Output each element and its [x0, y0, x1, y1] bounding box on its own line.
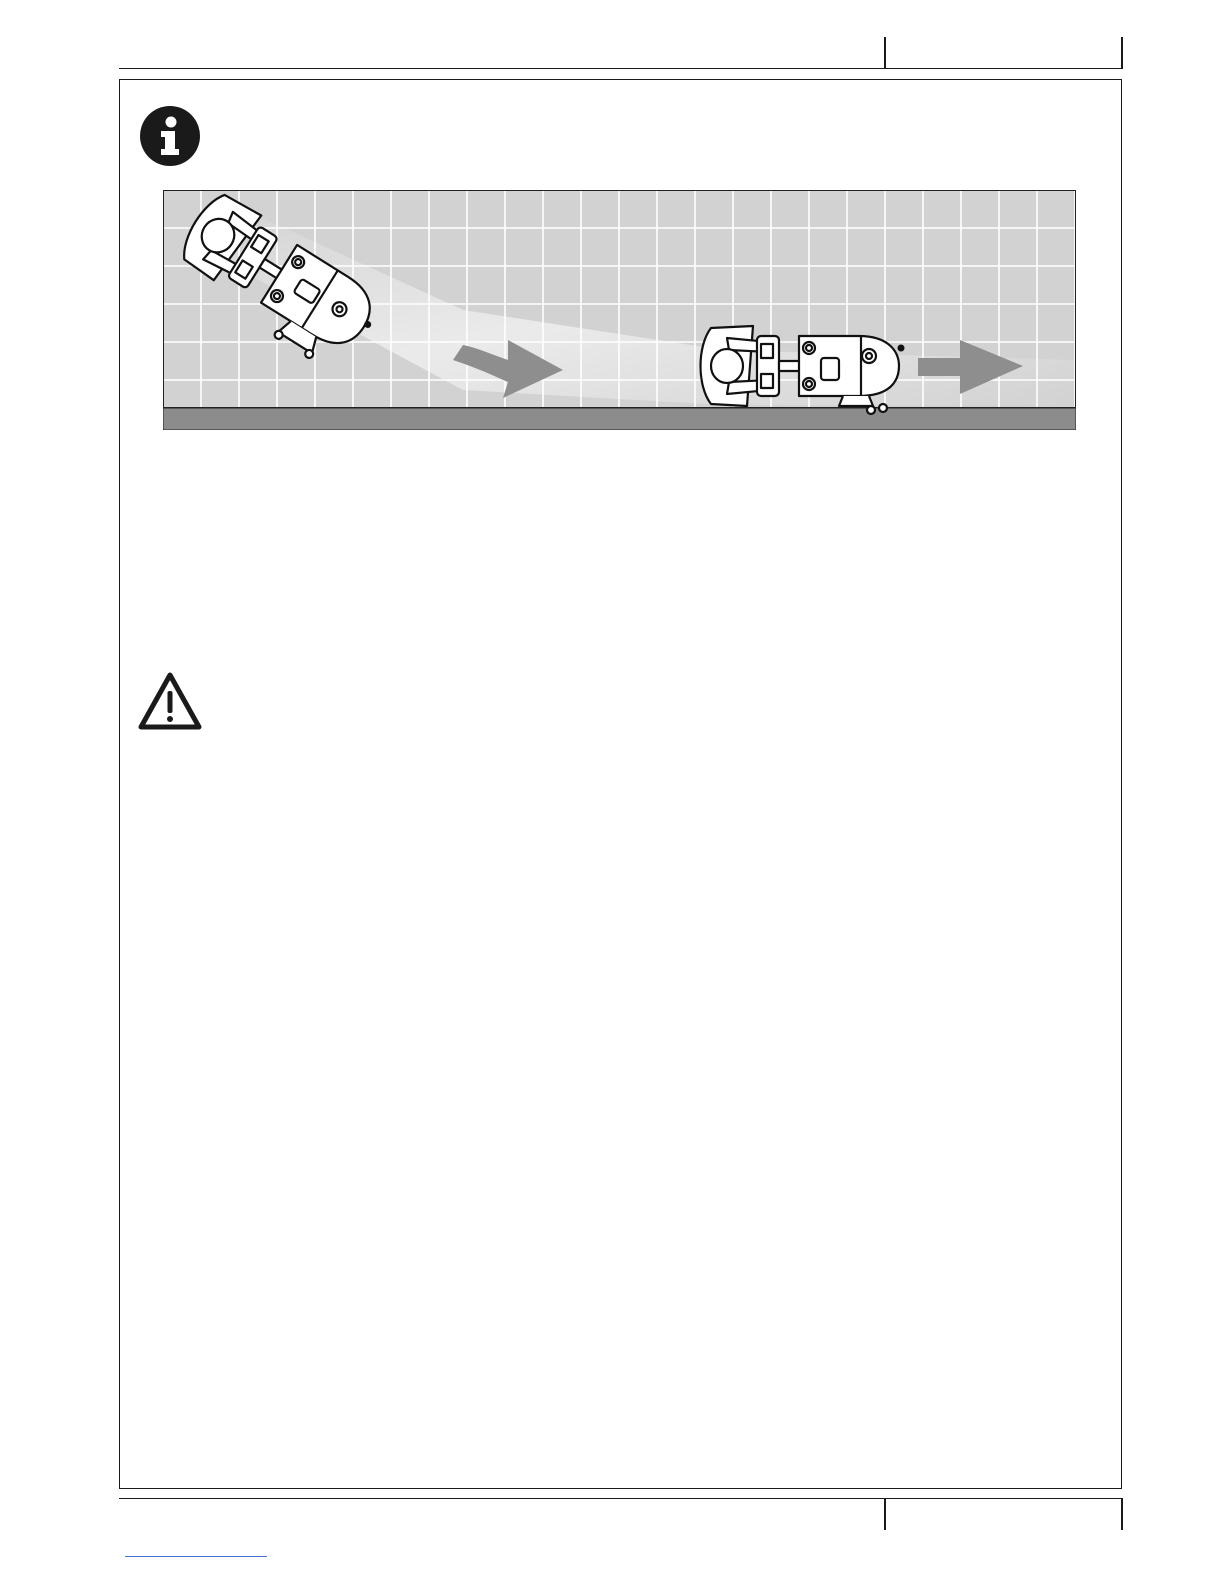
header-right-edge	[1121, 37, 1123, 69]
footer-rule	[119, 1498, 1123, 1499]
footer-divider	[884, 1498, 886, 1530]
header-divider	[884, 37, 886, 69]
wall-strip	[163, 408, 1076, 430]
footer-link-underline[interactable]	[125, 1556, 267, 1557]
header-rule	[119, 68, 1123, 69]
footer-right-edge	[1121, 1498, 1123, 1530]
warning-icon	[137, 671, 203, 731]
floor-illustration	[163, 190, 1076, 430]
info-icon	[139, 105, 201, 167]
